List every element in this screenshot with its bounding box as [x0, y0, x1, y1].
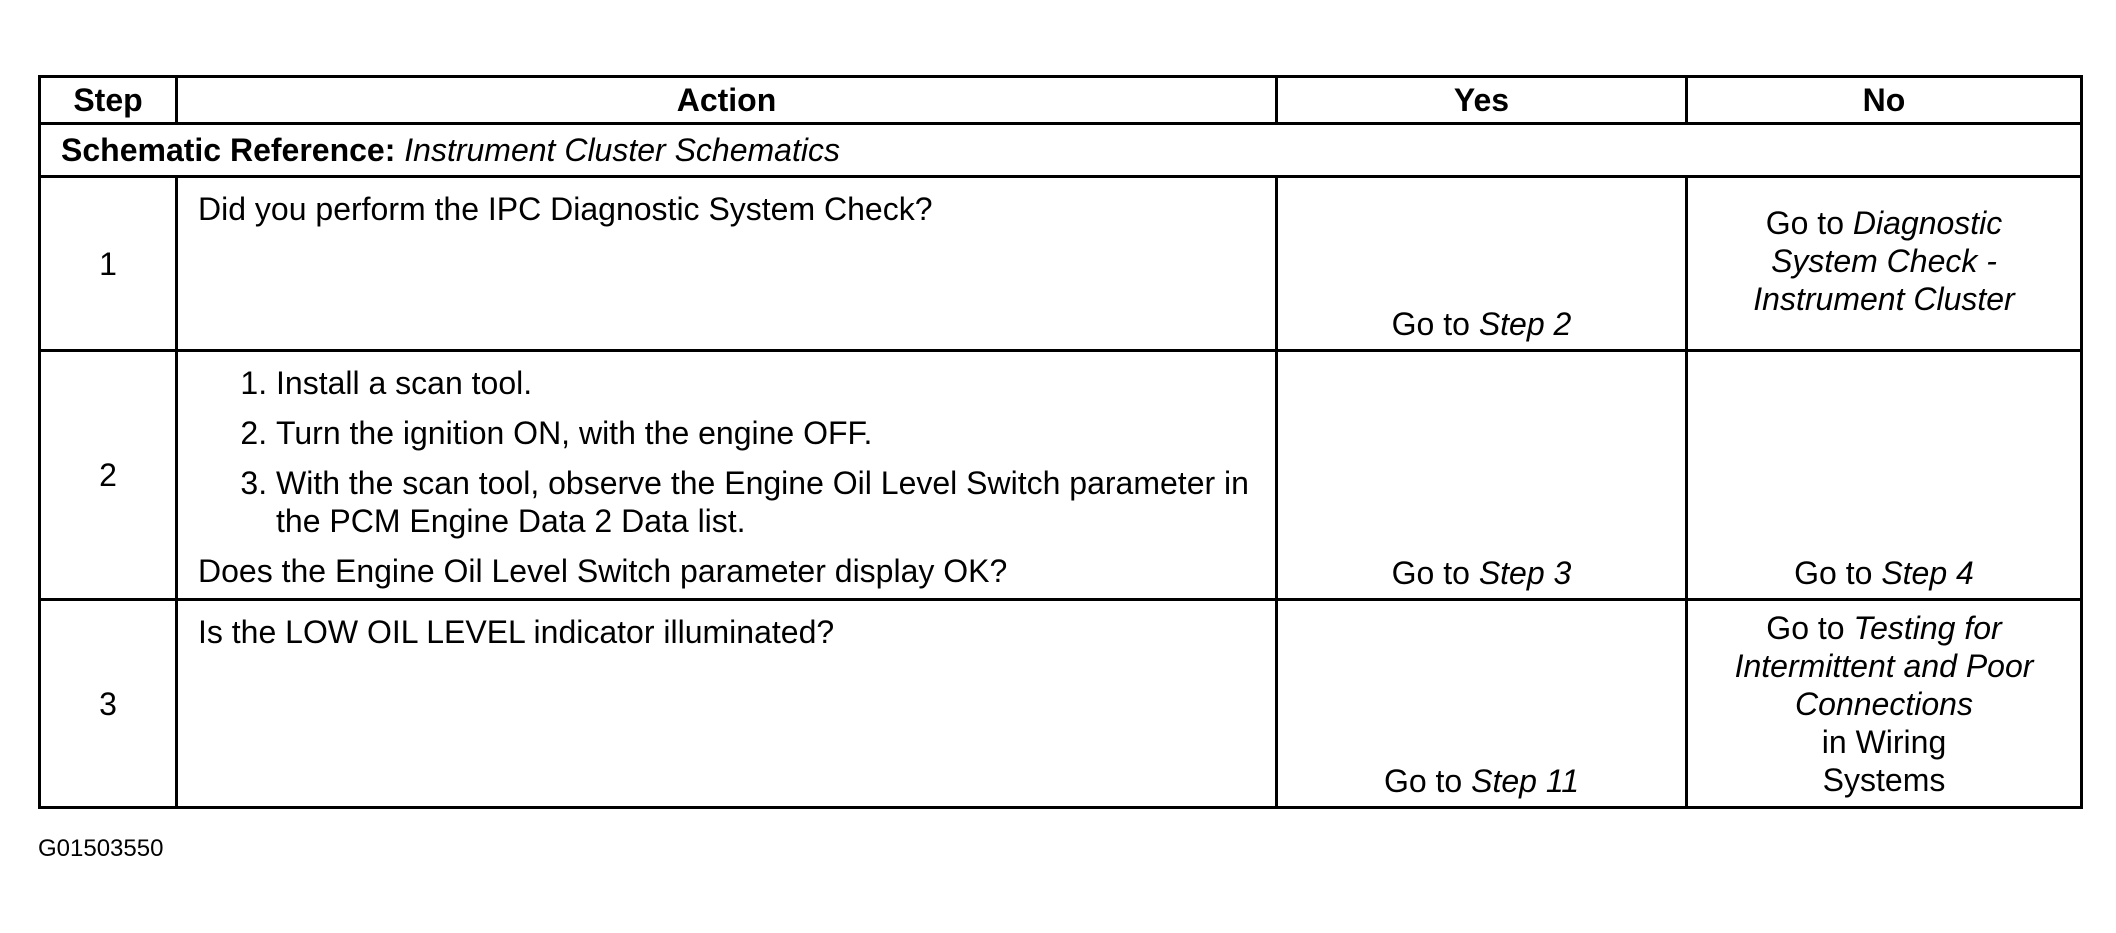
yes-cell — [1277, 351, 1687, 600]
header-action: Action — [177, 77, 1277, 124]
question-text: Did you perform the IPC Diagnostic System Check? — [198, 191, 933, 227]
yes-cell — [1277, 600, 1687, 808]
schematic-reference-row — [40, 124, 2082, 177]
header-row — [40, 77, 2082, 124]
yes-prefix: Go to — [1391, 306, 1479, 342]
step-number: 1 — [40, 177, 177, 351]
header-yes: Yes — [1277, 77, 1687, 124]
no-cell — [1687, 600, 2082, 808]
no-target: Step 4 — [1881, 555, 1974, 591]
question-text: Does the Engine Oil Level Switch parameter display OK? — [198, 553, 1008, 589]
yes-target: Step 3 — [1478, 555, 1572, 591]
yes-prefix: Go to — [1391, 555, 1479, 591]
schematic-reference — [40, 124, 2082, 177]
yes-cell — [1277, 177, 1687, 351]
step-number: 2 — [40, 351, 177, 600]
no-cell — [1687, 177, 2082, 351]
no-target-line-2: Intermittent and Poor — [1734, 648, 2034, 684]
header-no: No — [1687, 77, 2082, 124]
instruction-item: 3. With the scan tool, observe the Engine Oil Level Switch parameter in the PCM Engine Data 2 Data list. — [276, 464, 1255, 540]
instruction-list — [198, 364, 1255, 540]
no-target-line-1: Diagnostic — [1852, 204, 2003, 241]
header-step: Step — [40, 77, 177, 124]
step-number: 3 — [40, 600, 177, 808]
schematic-reference-link: Instrument Cluster Schematics — [404, 132, 840, 168]
yes-target: Step 2 — [1478, 306, 1572, 342]
figure-id: G01503550 — [38, 835, 164, 862]
yes-target: Step 11 — [1471, 763, 1580, 799]
action-cell — [177, 177, 1277, 351]
no-target-line-3: Connections — [1795, 686, 1973, 722]
no-prefix: Go to — [1765, 204, 1853, 241]
no-suffix-line-1: in Wiring — [1821, 724, 1947, 760]
instruction-item: 1. Install a scan tool. — [276, 364, 1255, 402]
table-row — [40, 177, 2082, 351]
table-row — [40, 600, 2082, 808]
no-target-line-3: Instrument Cluster — [1753, 280, 2015, 317]
table-row — [40, 351, 2082, 600]
no-target-line-2: System Check - — [1771, 242, 1997, 279]
no-prefix: Go to — [1794, 555, 1882, 591]
no-prefix: Go to — [1766, 610, 1854, 646]
action-cell — [177, 351, 1277, 600]
yes-prefix: Go to — [1383, 763, 1472, 799]
no-target-line-1: Testing for — [1853, 610, 2002, 646]
action-cell — [177, 600, 1277, 808]
diagnostic-table — [38, 75, 2083, 809]
no-suffix-line-2: Systems — [1822, 762, 1946, 798]
no-cell — [1687, 351, 2082, 600]
instruction-item: 2. Turn the ignition ON, with the engine OFF. — [276, 414, 1255, 452]
schematic-reference-label: Schematic Reference: — [61, 132, 396, 168]
question-text: Is the LOW OIL LEVEL indicator illuminated? — [198, 614, 835, 650]
